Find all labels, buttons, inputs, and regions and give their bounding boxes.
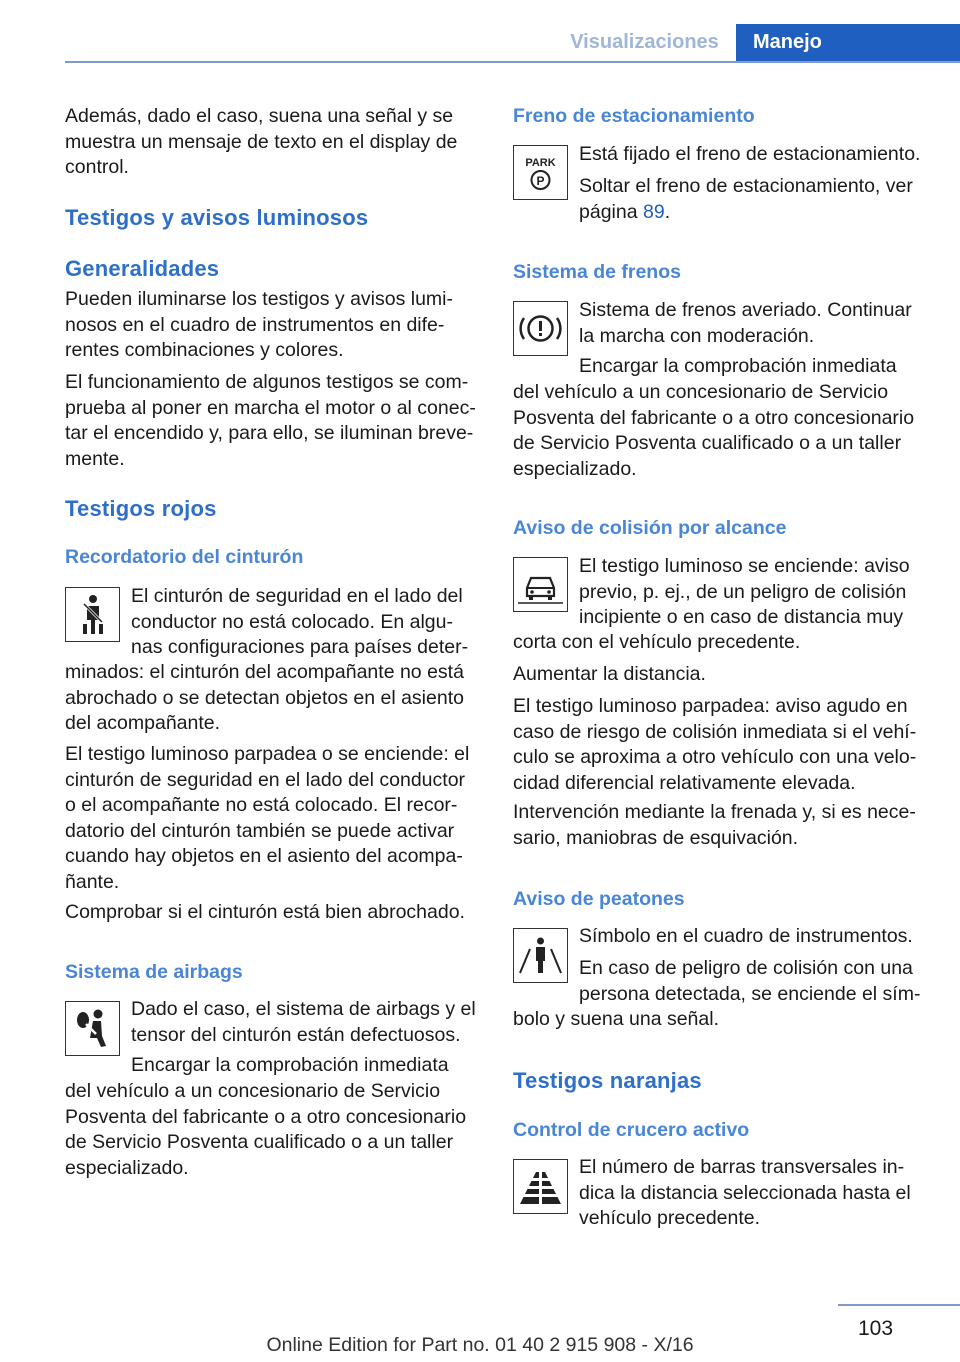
freno-paragraph-1: Está fijado el freno de estacionamiento.: [579, 143, 921, 165]
header-tab-visualizaciones[interactable]: Visualizaciones: [570, 31, 719, 53]
heading-generalidades: Generalidades: [65, 256, 220, 281]
heading-testigos-rojos: Testigos rojos: [65, 496, 217, 521]
generalidades-paragraph-1: Pueden iluminarse los testigos y avisos lumi‐ nosos en el cuadro de instrumentos en dife‐ rentes combinaciones y colores.: [65, 288, 454, 361]
pedestrian-warning-icon: [513, 928, 568, 983]
frenos-text-beside-icon: Encargar la comprobación inmediata: [579, 355, 897, 377]
cinturon-text-beside-icon: El cinturón de seguridad en el lado del conductor no está colocado. En algu‐ nas configuraciones para países deter‐: [131, 585, 469, 658]
peatones-paragraph-1: Símbolo en el cuadro de instrumentos.: [579, 925, 913, 947]
svg-text:P: P: [536, 174, 545, 188]
colision-text-beside-icon: El testigo luminoso se enciende: aviso previo, p. ej., de un peligro de colisión incipiente o en caso de distancia muy: [579, 555, 910, 628]
cinturon-paragraph-2: El testigo luminoso parpadea o se enciende: el cinturón de seguridad en el lado del conductor o el acompañante no está colocado. El recor‐ datorio del cinturón también se puede activar cuando hay objetos en el asiento del acompa‐ ñante.: [65, 743, 470, 893]
colision-paragraph-3: El testigo luminoso parpadea: aviso agudo en caso de riesgo de colisión inmediata si el vehí‐ culo se aproxima a otro vehículo con una velo‐ cidad diferencial relativamente elevada.: [513, 695, 917, 794]
heading-testigos-naranjas: Testigos naranjas: [513, 1068, 702, 1093]
heading-aviso-peatones: Aviso de peatones: [513, 888, 685, 910]
airbag-text-continued: del vehículo a un concesionario de Servicio Posventa del fabricante o a otro concesionario de Servicio Posventa cualificado o a un taller especializado.: [65, 1080, 467, 1179]
crucero-paragraph-1: El número de barras transversales in‐ dica la distancia seleccionada hasta el vehículo precedente.: [579, 1156, 911, 1229]
seatbelt-icon: [65, 587, 120, 642]
colision-paragraph-2: Aumentar la distancia.: [513, 663, 706, 685]
heading-sistema-frenos: Sistema de frenos: [513, 261, 681, 283]
freno-paragraph-2-end: .: [664, 200, 671, 223]
park-icon-label: PARK: [525, 157, 556, 169]
footer-edition: Online Edition for Part no. 01 40 2 915 908 - X/16: [266, 1334, 694, 1356]
cruise-control-distance-icon: [513, 1159, 568, 1214]
airbag-paragraph-1: Dado el caso, el sistema de airbags y el tensor del cinturón están defectuosos.: [131, 998, 476, 1046]
freno-paragraph-2-text: Soltar el freno de estacionamiento, ver página: [579, 175, 913, 223]
airbag-icon: [65, 1001, 120, 1056]
header-tab-manejo[interactable]: Manejo: [736, 24, 960, 61]
park-brake-icon: [513, 145, 568, 200]
frenos-text-continued: del vehículo a un concesionario de Servicio Posventa del fabricante o a otro concesionario de Servicio Posventa cualificado o a un taller especializado.: [513, 381, 915, 480]
heading-freno-estacionamiento: Freno de estacionamiento: [513, 105, 755, 127]
collision-warning-car-icon: [513, 557, 568, 612]
heading-control-crucero: Control de crucero activo: [513, 1119, 750, 1141]
page-number: 103: [858, 1317, 894, 1340]
page-link-89[interactable]: 89: [642, 200, 665, 223]
heading-recordatorio-cinturon: Recordatorio del cinturón: [65, 546, 304, 568]
heading-testigos-avisos: Testigos y avisos luminosos: [65, 205, 369, 230]
intro-paragraph: Además, dado el caso, suena una señal y se muestra un mensaje de texto en el display de control.: [65, 105, 458, 178]
frenos-paragraph-1: Sistema de frenos averiado. Continuar la marcha con moderación.: [579, 299, 912, 347]
heading-aviso-colision: Aviso de colisión por alcance: [513, 517, 787, 539]
freno-paragraph-2: [579, 174, 931, 225]
header-rule: [65, 61, 960, 63]
heading-sistema-airbags: Sistema de airbags: [65, 961, 243, 983]
cinturon-text-continued: minados: el cinturón del acompañante no está abrochado o se detectan objetos en el asiento del acompañante.: [65, 661, 464, 734]
cinturon-paragraph-3: Comprobar si el cinturón está bien abrochado.: [65, 901, 465, 923]
peatones-text-beside-icon: En caso de peligro de colisión con una persona detectada, se enciende el sím‐: [579, 957, 921, 1005]
airbag-text-beside-icon: Encargar la comprobación inmediata: [131, 1054, 449, 1076]
generalidades-paragraph-2: El funcionamiento de algunos testigos se com‐ prueba al poner en marcha el motor o al conec‐ tar el encendido y, para ello, se iluminan breve‐ mente.: [65, 371, 476, 470]
brake-warning-icon: [513, 301, 568, 356]
colision-paragraph-4: Intervención mediante la frenada y, si es nece‐ sario, maniobras de esquivación.: [513, 801, 916, 849]
peatones-text-continued: bolo y suena una señal.: [513, 1008, 719, 1030]
footer-rule: [838, 1304, 960, 1306]
colision-text-continued: corta con el vehículo precedente.: [513, 631, 801, 653]
